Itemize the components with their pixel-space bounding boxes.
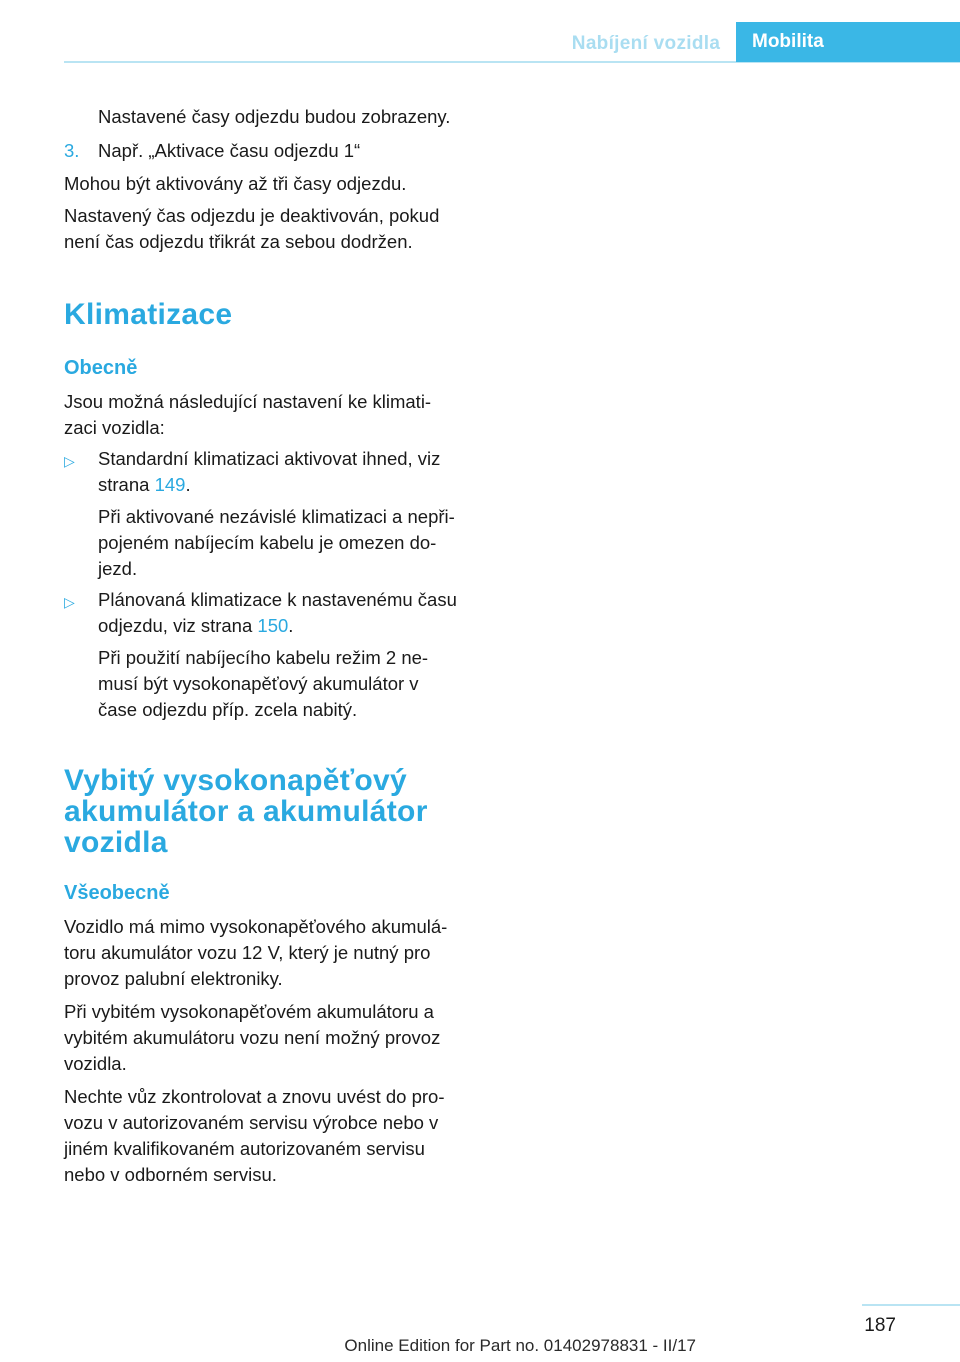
paragraph-times-shown: Nastavené časy odjezdu budou zobrazeny. — [98, 106, 451, 127]
paragraph-service-l3: jiném kvalifikovaném autorizovaném servisu — [64, 1138, 425, 1159]
bullet-2-note-l3: čase odjezdu příp. zcela nabitý. — [98, 699, 358, 720]
header-section-tab[interactable]: Nabíjení vozidla — [571, 33, 721, 54]
bullet-1-note-l3: jezd. — [98, 558, 138, 579]
bullet-1-l2: strana 149. — [98, 474, 191, 495]
footer-rule — [862, 1304, 960, 1306]
paragraph-discharged-l1: Při vybitém vysokonapěťovém akumulátoru a — [64, 1001, 434, 1022]
subheading-obecne: Obecně — [64, 357, 138, 379]
subheading-vseobecne: Všeobecně — [64, 882, 170, 904]
paragraph-discharged-l2: vybitém akumulátoru vozu není možný provoz — [64, 1027, 441, 1048]
paragraph-service-l2: vozu v autorizovaném servisu výrobce nebo v — [64, 1112, 439, 1133]
bullet-2-l2: odjezdu, viz strana 150. — [98, 615, 294, 636]
bullet-2-note-l1: Při použití nabíjecího kabelu režim 2 ne‐ — [98, 647, 429, 668]
page-number: 187 — [864, 1315, 896, 1336]
edition-note: Online Edition for Part no. 01402978831 - II/17 — [344, 1336, 696, 1355]
paragraph-12v-l1: Vozidlo má mimo vysokonapěťového akumulá‐ — [64, 916, 448, 937]
paragraph-service-l4: nebo v odborném servisu. — [64, 1164, 277, 1185]
paragraph-12v-l3: provoz palubní elektroniky. — [64, 968, 283, 989]
heading-klimatizace: Klimatizace — [64, 298, 233, 331]
paragraph-12v-l2: toru akumulátor vozu 12 V, který je nutný pro — [64, 942, 431, 963]
bullet-1-note-l1: Při aktivované nezávislé klimatizaci a nepři‐ — [98, 506, 455, 527]
bullet-triangle-icon: ▷ — [64, 453, 75, 469]
step-text: Např. „Aktivace času odjezdu 1“ — [98, 140, 361, 161]
bullet-1-note-l2: pojeném nabíjecím kabelu je omezen do‐ — [98, 532, 437, 553]
header-chapter-tab[interactable]: Mobilita — [736, 22, 960, 62]
heading-vybity-l2: akumulátor a akumulátor — [64, 795, 428, 828]
bullet-2-l1: Plánovaná klimatizace k nastavenému času — [98, 589, 457, 610]
paragraph-deactivated-l1: Nastavený čas odjezdu je deaktivován, pokud — [64, 205, 440, 226]
paragraph-deactivated-l2: není čas odjezdu třikrát za sebou dodržen. — [64, 231, 413, 252]
bullet-triangle-icon: ▷ — [64, 594, 75, 610]
paragraph-three-times: Mohou být aktivovány až tři časy odjezdu. — [64, 173, 407, 194]
bullet-1-l1: Standardní klimatizaci aktivovat ihned, viz — [98, 448, 441, 469]
page-link-150[interactable]: 150 — [257, 615, 289, 636]
page-link-149[interactable]: 149 — [154, 474, 186, 495]
bullet-2-note-l2: musí být vysokonapěťový akumulátor v — [98, 673, 419, 694]
paragraph-settings-l1: Jsou možná následující nastavení ke klimati‐ — [64, 391, 432, 412]
step-number: 3. — [64, 140, 80, 161]
paragraph-service-l1: Nechte vůz zkontrolovat a znovu uvést do pro‐ — [64, 1086, 445, 1107]
heading-vybity-l1: Vybitý vysokonapěťový — [64, 764, 408, 797]
heading-vybity-l3: vozidla — [64, 826, 168, 859]
paragraph-settings-l2: zaci vozidla: — [64, 417, 165, 438]
paragraph-discharged-l3: vozidla. — [64, 1053, 127, 1074]
